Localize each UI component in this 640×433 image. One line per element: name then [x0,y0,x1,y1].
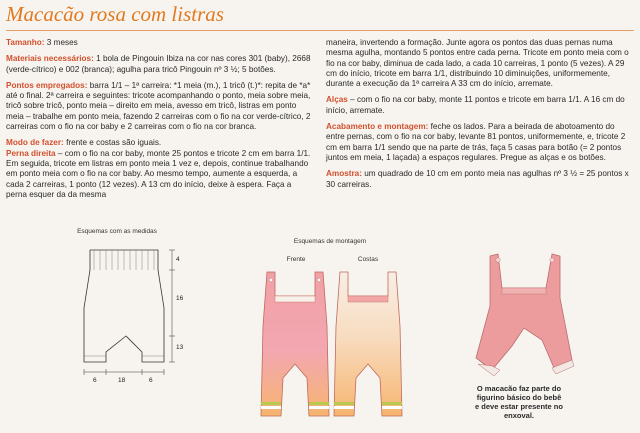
photo-caption: O macacão faz parte do figurino básico do bebê e deve estar presente no enxoval. [475,384,563,420]
perna-text: – com o fio na cor baby, monte 25 pontos e tricote 2 cm em barra 1/1. Em seguida, tricote em listras em ponto meia 1 vez e, depois, continue trabalhando em ponto meia com o fio na cor baby. Ao mesmo tempo, aumente a esquerda, a cada 2 carreiras, 1 ponto (12 vezes). A 13 cm do início, deixe à espera. Faça a perna esquer da da mesma [6,148,311,199]
pontos-text: barra 1/1 – 1ª carreira: *1 meia (m.), 1 tricô (t.)*: repita de *a* até o final. 2ª carreira e seguintes: tricote acompanhando o ponto, meia sobre meia, tricô sobre tricô, ponto meia – direito em meia, avesso em tricô, listras em ponto meia – trabalhe em ponto meia, fazendo 2 carreiras com o fio na cor verde-cítrico, 2 carreiras com o fio na cor baby e 2 carreiras com o fio na cor branca. [6,80,311,132]
materiais-paragraph [6,54,312,75]
costas-schematic [328,266,418,431]
amostra-text: um quadrado de 10 cm em ponto meia nas agulhas nº 3 ½ = 25 pontos x 30 carreiras. [326,169,629,189]
tamanho-label: Tamanho: [6,38,45,47]
dim-16: 16 [176,295,184,302]
frente-label: Frente [286,256,306,263]
modo-paragraph [6,138,312,148]
perna-paragraph [6,149,312,200]
modo-text: frente e costas são iguais. [66,138,162,148]
garment-photo [468,248,580,380]
dim-6-left: 6 [93,377,97,384]
tamanho-paragraph [6,38,312,48]
medidas-caption: Esquemas com as medidas [77,228,157,235]
dim-18: 18 [118,377,126,384]
left-column [6,38,312,206]
acabamento-paragraph [326,122,632,163]
dim-13: 13 [176,344,184,351]
alcas-label: Alças [326,95,348,105]
pontos-label: Pontos empregados: [6,80,88,90]
page-title: Macacão rosa com listras [6,2,224,26]
right-column [326,38,632,196]
amostra-label: Amostra: [326,169,362,179]
modo-label: Modo de fazer: [6,138,64,148]
materiais-text: 1 bola de Pingouin Ibiza na cor nas cores 301 (baby), 2668 (verde-cítrico) e 002 (branca); agulha para tricô Pingouin nº 3 ½; 5 botões. [6,54,311,74]
alcas-paragraph [326,95,632,116]
alcas-text: – com o fio na cor baby, monte 11 pontos e tricote em barra 1/1. A 16 cm do início, arremate. [326,95,625,115]
pontos-paragraph [6,81,312,132]
acabamento-label: Acabamento e montagem: [326,122,429,132]
dim-4: 4 [176,256,180,263]
perna-label: Perna direita [6,148,56,158]
dim-6-right: 6 [149,377,153,384]
costas-label: Costas [357,256,379,263]
montagem-caption: Esquemas de montagem [293,238,367,245]
tamanho-text: 3 meses [46,38,78,47]
title-rule [6,30,634,31]
materiais-label: Materiais necessários: [6,54,94,64]
acabamento-text: feche os lados. Para a beirada de abotoamento do entre pernas, com o fio na cor baby, levante 81 pontos, uniformemente, e, tricote 2 cm em barra 1/1 sendo que na parte de trás, faça 5 casas para botão (= 2 pontos juntos em meia, 1 laçada) a espaços regulares. Pregue as alças e os botões. [326,122,626,162]
amostra-paragraph [326,169,632,190]
continuation-paragraph: maneira, invertendo a formação. Junte agora os pontos das duas pernas numa mesma agulha, montando 5 pontos entre cada perna. Tricote em ponto meia com o fio na cor baby, diminua de cada lado, a cada 10 carreiras, 1 ponto (5 vezes). A 29 cm do início, tricote em barra 1/1, distribuindo 10 diminuições, uniformemente, durante a execução da 1ª carreira A 33 cm do início, arremate. [326,38,629,89]
